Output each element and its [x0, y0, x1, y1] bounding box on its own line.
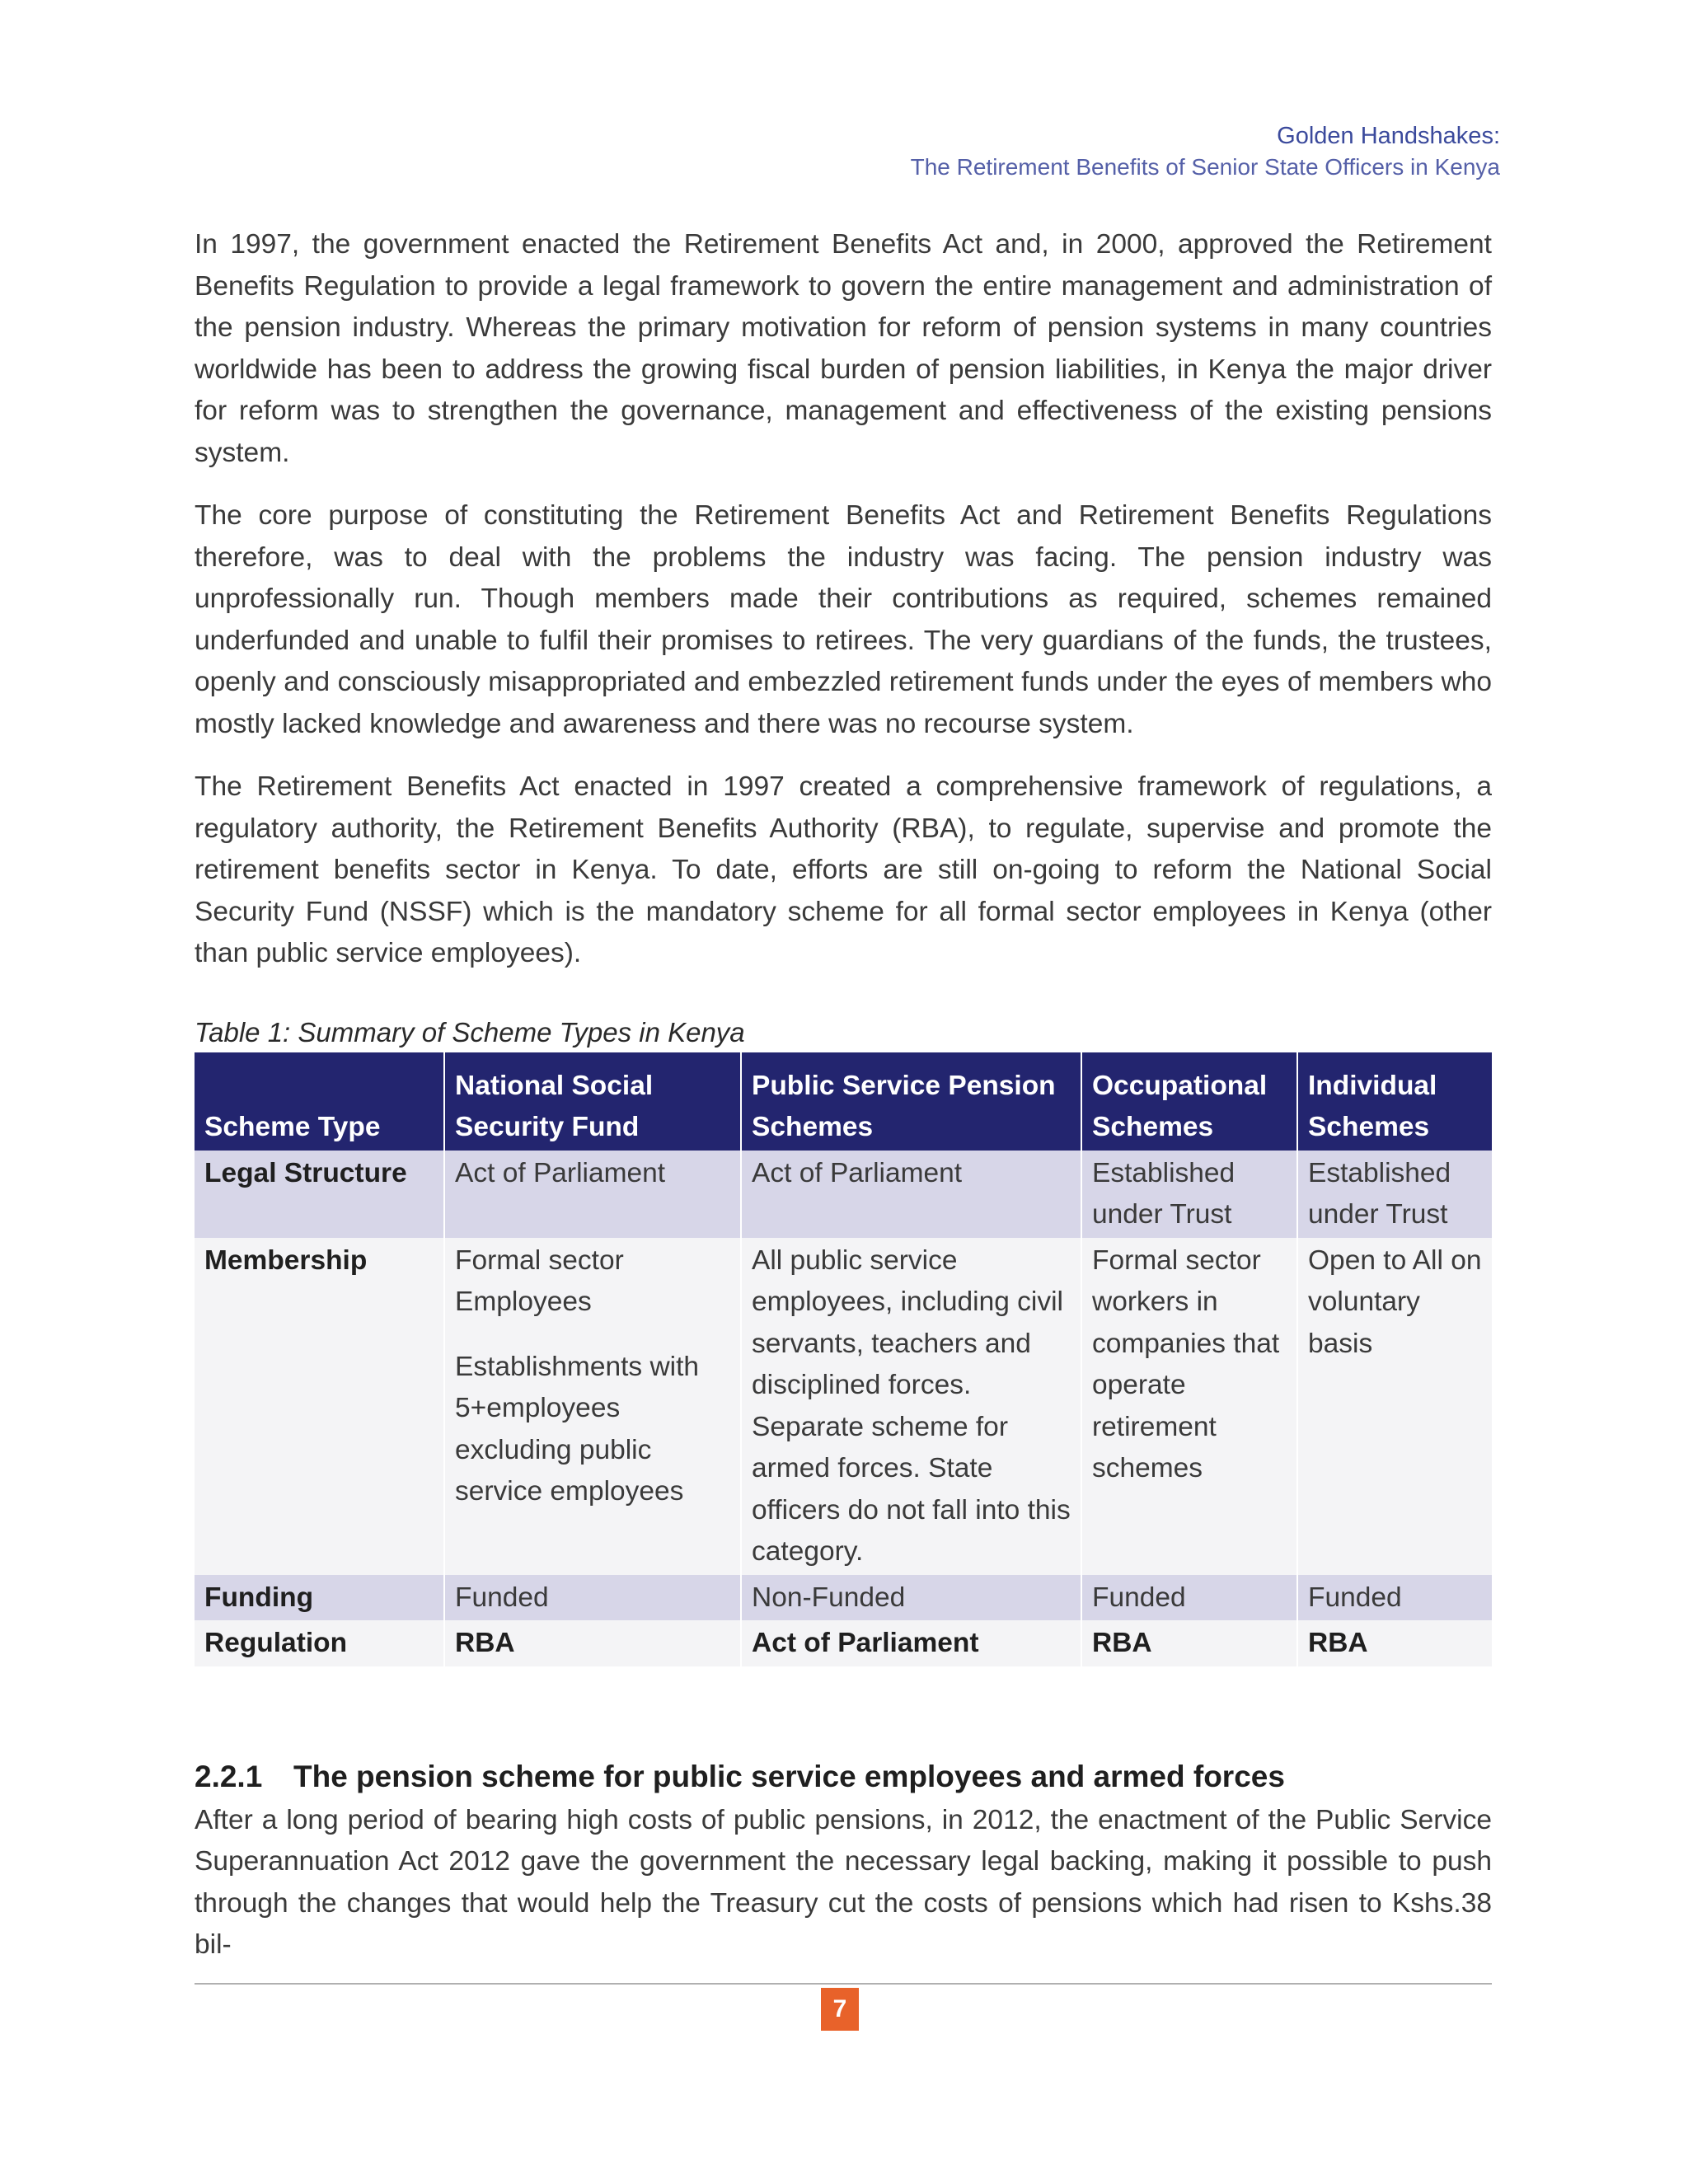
table-cell: Established under Trust: [1297, 1151, 1492, 1238]
row-label: Legal Structure: [195, 1151, 444, 1238]
page-number-badge: 7: [821, 1988, 859, 2031]
table-cell: Funded: [1297, 1575, 1492, 1621]
table-row-legal-structure: [195, 1151, 1492, 1238]
cell-line: Establishments with 5+employees excluding public service employees: [455, 1351, 700, 1507]
running-header: [911, 120, 1500, 183]
table-cell: Open to All on voluntary basis: [1297, 1238, 1492, 1575]
table-cell: Funded: [1081, 1575, 1297, 1621]
section-number: 2.2.1: [195, 1759, 263, 1793]
table-cell: Formal sector workers in companies that operate retirement schemes: [1081, 1238, 1297, 1575]
row-label: Regulation: [195, 1620, 444, 1666]
row-label: Funding: [195, 1575, 444, 1621]
paragraph-3: The Retirement Benefits Act enacted in 1997 created a comprehensive framework of regulations, a regulatory authority, the Retirement Benefits Authority (RBA), to regulate, supervise and promote the retirement benefits sector in Kenya. To date, efforts are still on-going to reform the National Social Security Fund (NSSF) which is the mandatory scheme for all formal sector employees in Kenya (other than public service employees).: [195, 771, 1492, 968]
footer-divider: [195, 1983, 1492, 1985]
column-header-nssf: National Social Security Fund: [444, 1052, 741, 1151]
section-title: The pension scheme for public service employees and armed forces: [293, 1759, 1285, 1793]
scheme-types-table: [195, 1052, 1492, 1666]
page-content: [195, 224, 1492, 1988]
table-cell: Established under Trust: [1081, 1151, 1297, 1238]
table-cell: Non-Funded: [741, 1575, 1081, 1621]
table-cell: Act of Parliament: [741, 1620, 1081, 1666]
section-heading: [195, 1757, 1492, 1797]
cell-line: Formal sector Employees: [455, 1244, 624, 1317]
table-cell: [444, 1238, 741, 1575]
table-row-membership: [195, 1238, 1492, 1575]
table-header-row: [195, 1052, 1492, 1151]
table-cell: Act of Parliament: [444, 1151, 741, 1238]
paragraph-2: The core purpose of constituting the Retirement Benefits Act and Retirement Benefits Regulations therefore, was to deal with the problems the industry was facing. The pension industry was unprofessionally run. Though members made their contributions as required, schemes remained underfunded and unable to fulfil their promises to retirees. The very guardians of the funds, the trustees, openly and consciously misappropriated and embezzled retirement funds under the eyes of members who mostly lacked knowledge and awareness and there was no recourse system.: [195, 500, 1492, 739]
table-cell: Funded: [444, 1575, 741, 1621]
table-row-regulation: [195, 1620, 1492, 1666]
paragraph-1: In 1997, the government enacted the Retirement Benefits Act and, in 2000, approved the Retirement Benefits Regulation to provide a legal framework to govern the entire management and administration of the pension industry. Whereas the primary motivation for reform of pension systems in many countries worldwide has been to address the growing fiscal burden of pension liabilities, in Kenya the major driver for reform was to strengthen the governance, management and effectiveness of the existing pensions system.: [195, 229, 1492, 468]
running-header-subtitle: The Retirement Benefits of Senior State Officers in Kenya: [910, 154, 1500, 180]
table-cell: RBA: [444, 1620, 741, 1666]
table-cell: RBA: [1081, 1620, 1297, 1666]
table-cell: All public service employees, including civil servants, teachers and disciplined forces. Separate scheme for armed forces. State officers do not fall into this category.: [741, 1238, 1081, 1575]
table-row-funding: [195, 1575, 1492, 1621]
column-header-individual: Individual Schemes: [1297, 1052, 1492, 1151]
row-label: Membership: [195, 1238, 444, 1575]
column-header-public-service: Public Service Pension Schemes: [741, 1052, 1081, 1151]
table-caption: Table 1: Summary of Scheme Types in Kenya: [195, 1016, 745, 1047]
section-paragraph: After a long period of bearing high costs of public pensions, in 2012, the enactment of the Public Service Superannuation Act 2012 gave the government the necessary legal backing, making it possible to push through the changes that would help the Treasury cut the costs of pensions which had risen to Kshs.38 bil-: [195, 1804, 1492, 1960]
column-header-occupational: Occupational Schemes: [1081, 1052, 1297, 1151]
column-header-scheme-type: Scheme Type: [195, 1052, 444, 1151]
table-cell: Act of Parliament: [741, 1151, 1081, 1238]
running-header-title: Golden Handshakes:: [1277, 123, 1500, 149]
table-cell: RBA: [1297, 1620, 1492, 1666]
